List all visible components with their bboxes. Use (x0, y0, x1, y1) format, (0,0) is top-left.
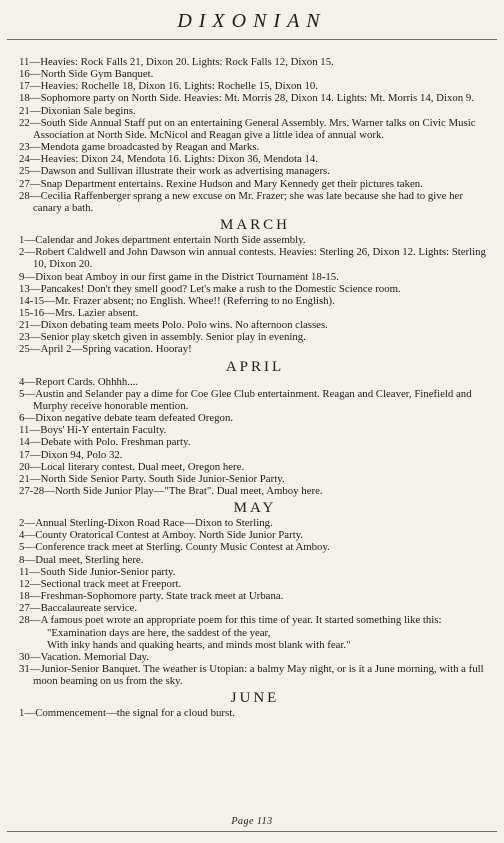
entry-apr-4: 4—Report Cards. Ohhhh.... (19, 375, 139, 388)
entry-mar-14-15: 14-15—Mr. Frazer absent; no English. Whee!! (Referring to no English). (19, 294, 335, 307)
month-heading-april: APRIL (225, 358, 285, 375)
month-heading-march: MARCH (219, 217, 290, 234)
entry-may-8: 8—Dual meet, Sterling here. (19, 553, 144, 566)
entry-feb-18: 18—Sophomore party on North Side. Heavies: Mt. Morris 28, Dixon 14. Lights: Mt. Morris 14, Dixon 9. (19, 92, 474, 105)
poem-quote-line-1: "Examination days are here, the saddest of the year, (47, 626, 271, 639)
entry-may-4: 4—County Oratorical Contest at Amboy. North Side Junior Party. (19, 529, 304, 542)
entry-feb-21: 21—Dixonian Sale begins. (19, 104, 136, 117)
entry-mar-25: 25—April 2—Spring vacation. Hooray! (19, 343, 192, 356)
top-rule (7, 39, 497, 40)
entry-mar-2: 2—Robert Caldwell and John Dawson win annual contests. Heavies: Sterling 26, Dixon 12. Lights: Sterling 10, Dixon 20. (19, 246, 486, 271)
page-number: Page 113 (231, 816, 273, 827)
entry-apr-17: 17—Dixon 94, Polo 32. (19, 448, 123, 461)
month-heading-june: JUNE (230, 690, 280, 707)
entry-feb-22: 22—South Side Annual Staff put on an entertaining General Assembly. Mrs. Warner talks on Civic Music Association at North Side. McNicol and Reagan give a little idea of annual work. (19, 116, 476, 141)
entry-feb-17: 17—Heavies: Rochelle 18, Dixon 16. Lights: Rochelle 15, Dixon 10. (19, 80, 318, 93)
entry-may-11: 11—South Side Junior-Senior party. (19, 565, 176, 578)
entry-may-31: 31—Junior-Senior Banquet. The weather is Utopian: a balmy May night, or is it a June morning, with a full moon beaming on us from the sky. (19, 663, 484, 688)
entry-may-28: 28—A famous poet wrote an appropriate poem for this time of year. It started something like this: (19, 614, 442, 627)
calendar-content (19, 56, 491, 720)
entry-feb-24: 24—Heavies: Dixon 24, Mendota 16. Lights: Dixon 36, Mendota 14. (19, 153, 318, 166)
entry-apr-20: 20—Local literary contest. Dual meet, Oregon here. (19, 460, 245, 473)
page-header: DIXONIAN (177, 10, 327, 32)
entry-mar-13: 13—Pancakes! Don't they smell good? Let's make a rush to the Domestic Science room. (19, 282, 401, 295)
entry-feb-28: 28—Cecilia Raffenberger sprang a new excuse on Mr. Frazer; she was late because she had to give her canary a bath. (19, 189, 463, 214)
month-heading-may: MAY (233, 500, 277, 517)
entry-jun-1: 1—Commencement—the signal for a cloud burst. (19, 707, 235, 720)
entry-feb-11: 11—Heavies: Rock Falls 21, Dixon 20. Lights: Rock Falls 12, Dixon 15. (19, 56, 334, 68)
entry-mar-1: 1—Calendar and Jokes department entertain North Side assembly. (19, 234, 306, 247)
entry-may-12: 12—Sectional track meet at Freeport. (19, 577, 182, 590)
entry-apr-27-28: 27-28—North Side Junior Play—"The Brat". Dual meet, Amboy here. (19, 485, 323, 497)
entry-apr-11: 11—Boys' Hi-Y entertain Faculty. (19, 424, 167, 437)
entry-apr-21: 21—North Side Senior Party. South Side Junior-Senior Party. (19, 472, 285, 485)
entry-feb-16: 16—North Side Gym Banquet. (19, 68, 154, 81)
entry-feb-27: 27—Snap Department entertains. Rexine Hudson and Mary Kennedy get their pictures taken. (19, 177, 423, 190)
entry-may-18: 18—Freshman-Sophomore party. State track meet at Urbana. (19, 590, 284, 603)
entry-mar-23: 23—Senior play sketch given in assembly. Senior play in evening. (19, 331, 306, 344)
entry-feb-25: 25—Dawson and Sullivan illustrate their work as advertising managers. (19, 165, 330, 178)
entry-apr-5: 5—Austin and Selander pay a dime for Coe Glee Club entertainment. Reagan and Cleaver, Finefield and Murphy receive honorable mention. (19, 387, 472, 412)
bottom-rule (7, 831, 497, 832)
poem-quote-line-2: With inky hands and quaking hearts, and minds most blank with fear." (47, 638, 351, 651)
entry-feb-23: 23—Mendota game broadcasted by Reagan and Marks. (19, 141, 260, 154)
entry-apr-14: 14—Debate with Polo. Freshman party. (19, 436, 191, 449)
entry-may-30: 30—Vacation. Memorial Day. (19, 650, 150, 663)
entry-mar-9: 9—Dixon beat Amboy in our first game in the District Tournament 18-15. (19, 270, 339, 283)
entry-apr-6: 6—Dixon negative debate team defeated Oregon. (19, 412, 234, 425)
entry-may-2: 2—Annual Sterling-Dixon Road Race—Dixon to Sterling. (19, 517, 273, 530)
entry-mar-21: 21—Dixon debating team meets Polo. Polo wins. No afternoon classes. (19, 319, 328, 332)
entry-may-27: 27—Baccalaureate service. (19, 602, 138, 615)
entry-mar-15-16: 15-16—Mrs. Lazier absent. (19, 306, 139, 319)
entry-may-5: 5—Conference track meet at Sterling. County Music Contest at Amboy. (19, 541, 330, 554)
